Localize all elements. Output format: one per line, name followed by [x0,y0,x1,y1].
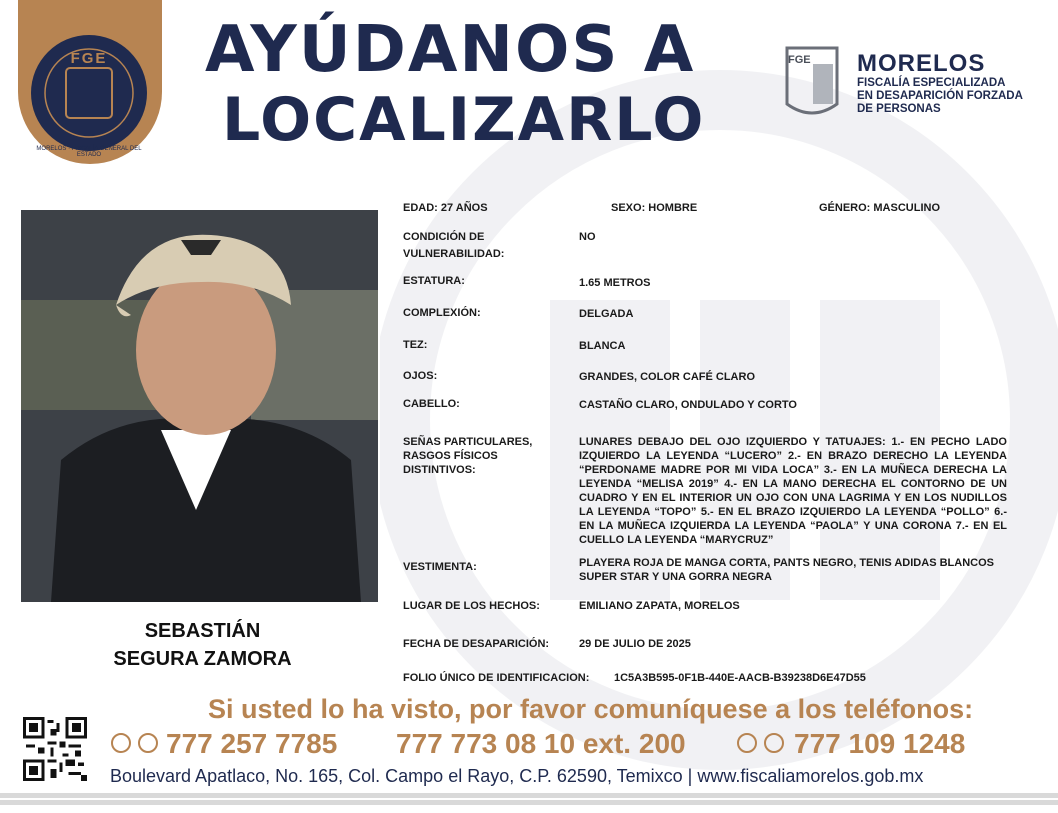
decorative-border [0,793,1058,805]
skin-value: BLANCA [579,340,626,352]
build-label: COMPLEXIÓN: [403,307,481,319]
vulnerability-label-1: CONDICIÓN DE [403,231,485,243]
title-line-2: LOCALIZARLO [222,85,706,155]
person-photo [21,210,378,602]
phone-number-3: 777 109 1248 [794,728,966,759]
phone-icon [111,733,131,753]
date-label: FECHA DE DESAPARICIÓN: [403,638,550,650]
logo-name: MORELOS [857,50,986,77]
marks-label-2: RASGOS FÍSICOS [403,450,498,462]
clothing-value: PLAYERA ROJA DE MANGA CORTA, PANTS NEGRO, TENIS ADIDAS BLANCOS SUPER STAR Y UNA GORRA NEGRA [579,557,994,583]
logo-subtitle-1: FISCALÍA ESPECIALIZADA [857,77,1006,89]
phone-icon [737,733,757,753]
clothing-label: VESTIMENTA: [403,561,477,573]
phone-number-2: 777 773 08 10 ext. 200 [396,728,686,759]
person-name-line-2: SEGURA ZAMORA [113,648,292,670]
address-and-website: Boulevard Apatlaco, No. 165, Col. Campo el Rayo, C.P. 62590, Temixco | www.fiscaliamorelos.gob.mx [110,766,924,786]
phone-number-1: 777 257 7785 [166,728,338,759]
build-value: DELGADA [579,308,634,320]
folio-label: FOLIO ÚNICO DE IDENTIFICACION: [403,672,590,684]
hair-value: CASTAÑO CLARO, ONDULADO Y CORTO [579,399,797,411]
place-label: LUGAR DE LOS HECHOS: [403,600,540,612]
hair-label: CABELLO: [403,398,460,410]
marks-label-1: SEÑAS PARTICULARES, [403,436,533,448]
gender-field: GÉNERO: MASCULINO [819,202,940,214]
vulnerability-value: NO [579,231,596,243]
logo-subtitle-3: DE PERSONAS [857,103,941,115]
badge-initials: FGE [70,50,108,67]
height-label: ESTATURA: [403,275,465,287]
logo-initials: FGE [788,54,811,66]
logo-subtitle-2: EN DESAPARICIÓN FORZADA [857,90,1023,102]
eyes-value: GRANDES, COLOR CAFÉ CLARO [579,371,755,383]
folio-value: 1C5A3B595-0F1B-440E-AACB-B39238D6E47D55 [614,672,866,684]
qr-code [23,717,87,781]
person-name-line-1: SEBASTIÁN [144,620,261,642]
vulnerability-label-2: VULNERABILIDAD: [403,248,505,260]
date-value: 29 DE JULIO DE 2025 [579,638,691,650]
whatsapp-icon [138,733,158,753]
age-field: EDAD: 27 AÑOS [403,202,488,214]
place-value: EMILIANO ZAPATA, MORELOS [579,600,740,612]
sex-field: SEXO: HOMBRE [611,202,698,214]
whatsapp-icon [764,733,784,753]
title-line-1: AYÚDANOS A [205,13,696,87]
badge-text: MORELOS · FISCALÍA GENERAL DEL ESTADO [36,146,142,158]
eyes-label: OJOS: [403,370,438,382]
skin-label: TEZ: [403,339,428,351]
marks-value: LUNARES DEBAJO DEL OJO IZQUIERDO Y TATUAJES: 1.- EN PECHO LADO IZQUIERDO LA LEYENDA “LUCERO” 2.- EN BRAZO DERECHO LA LEYENDA “PERDONAME MADRE POR MI VIDA LOCA” 3.- EN LA MUÑECA DERECHA LA LEYENDA “MELISA 2019” 4.- EN LA MANO DERECHA EL CONTORNO DE UN CUADRO Y EN EL INTERIOR UN OJO CON UNA LAGRIMA Y EN LOS NUDILLOS LA LEYENDA “TOPO” 5.- EN EL BRAZO IZQUIERDO LA LEYENDA “POLLO” 6.- EN LA MUÑECA IZQUIERDA LA LEYENDA “PAOLA” Y UNA CORONA 7.- EN EL CUELLO LA LEYENDA “MARYCRUZ” [579,436,1007,546]
contact-call-to-action: Si usted lo ha visto, por favor comuníquese a los teléfonos: [208,694,974,724]
marks-label-3: DISTINTIVOS: [403,464,476,476]
height-value: 1.65 METROS [579,277,651,289]
